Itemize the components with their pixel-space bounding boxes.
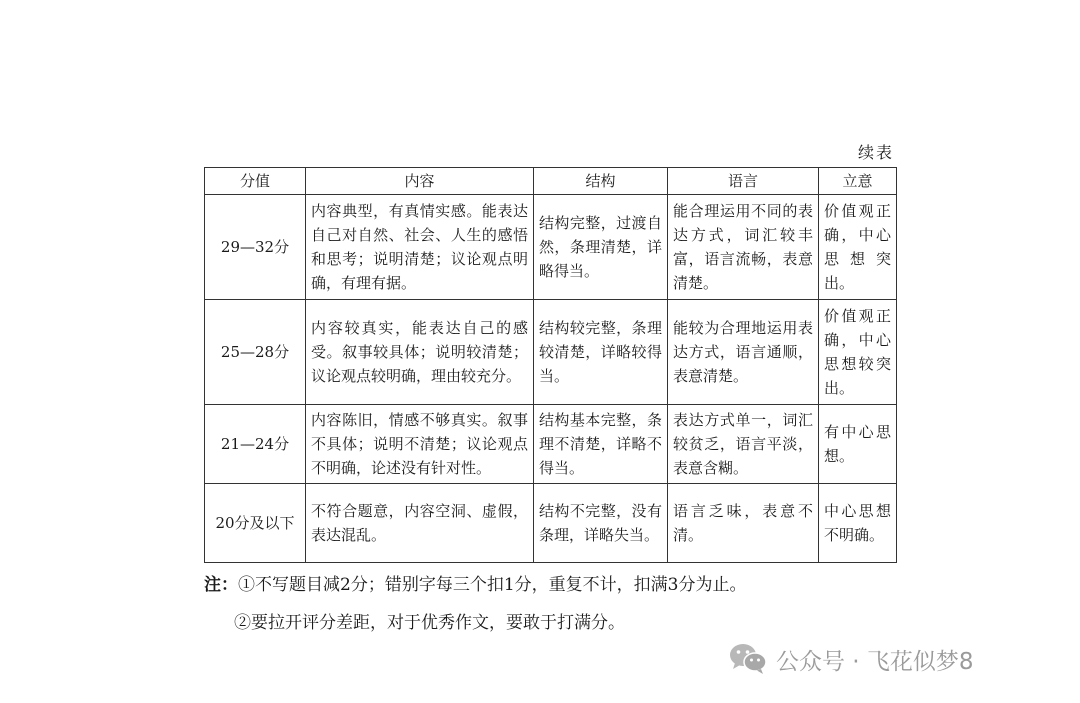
content-cell: 内容较真实，能表达自己的感受。叙事较具体；说明较清楚；议论观点较明确，理由较充分。 <box>306 300 534 405</box>
table-row <box>205 484 897 563</box>
continued-label: 续表 <box>858 143 895 162</box>
table-row <box>205 195 897 300</box>
score-cell: 29—32分 <box>205 195 306 300</box>
header-structure: 结构 <box>534 168 668 195</box>
language-cell: 能较为合理地运用表达方式，语言通顺，表意清楚。 <box>668 300 819 405</box>
structure-cell: 结构不完整，没有条理，详略失当。 <box>534 484 668 563</box>
score-cell: 25—28分 <box>205 300 306 405</box>
language-cell: 语言乏味，表意不清。 <box>668 484 819 563</box>
language-cell: 能合理运用不同的表达方式，词汇较丰富，语言流畅，表意清楚。 <box>668 195 819 300</box>
theme-cell: 价值观正确，中心思想突出。 <box>819 195 897 300</box>
watermark-text: 公众号 · 飞花似梦8 <box>776 648 974 675</box>
content-cell: 不符合题意，内容空洞、虚假，表达混乱。 <box>306 484 534 563</box>
header-language: 语言 <box>668 168 819 195</box>
structure-cell: 结构较完整，条理较清楚，详略较得当。 <box>534 300 668 405</box>
language-cell: 表达方式单一，词汇较贫乏，语言平淡，表意含糊。 <box>668 405 819 484</box>
wechat-icon <box>728 642 768 676</box>
score-cell: 20分及以下 <box>205 484 306 563</box>
table-header-row <box>205 168 897 195</box>
table-row <box>205 405 897 484</box>
content-cell: 内容典型，有真情实感。能表达自己对自然、社会、人生的感悟和思考；说明清楚；议论观点明确，有理有据。 <box>306 195 534 300</box>
theme-cell: 有中心思想。 <box>819 405 897 484</box>
note-1 <box>204 573 746 597</box>
note-1-text: ①不写题目减2分；错别字每三个扣1分，重复不计，扣满3分为止。 <box>238 575 747 595</box>
notes-label: 注： <box>204 575 238 595</box>
note-2: ②要拉开评分差距，对于优秀作文，要敢于打满分。 <box>234 613 625 633</box>
notes-section <box>204 573 746 635</box>
theme-cell: 价值观正确，中心思想较突出。 <box>819 300 897 405</box>
table-row <box>205 300 897 405</box>
scoring-table <box>204 167 897 563</box>
structure-cell: 结构完整，过渡自然，条理清楚，详略得当。 <box>534 195 668 300</box>
content-cell: 内容陈旧，情感不够真实。叙事不具体；说明不清楚；议论观点不明确，论述没有针对性。 <box>306 405 534 484</box>
score-cell: 21—24分 <box>205 405 306 484</box>
header-content: 内容 <box>306 168 534 195</box>
structure-cell: 结构基本完整，条理不清楚，详略不得当。 <box>534 405 668 484</box>
header-score: 分值 <box>205 168 306 195</box>
header-theme: 立意 <box>819 168 897 195</box>
theme-cell: 中心思想不明确。 <box>819 484 897 563</box>
watermark <box>728 642 974 676</box>
